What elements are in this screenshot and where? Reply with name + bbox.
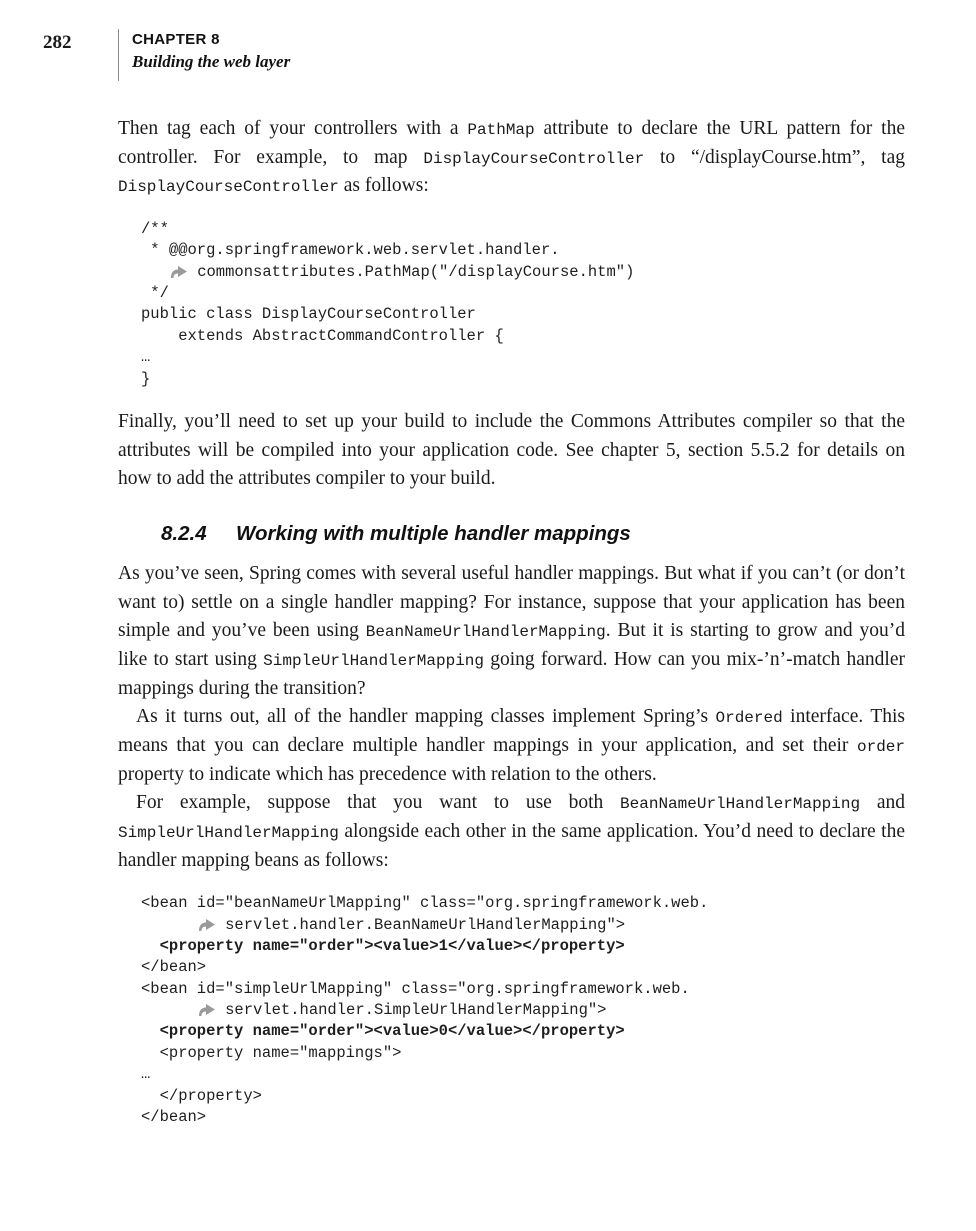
- code-line: </bean>: [141, 1107, 207, 1126]
- code-line: <bean id="simpleUrlMapping" class="org.springframework.web.: [141, 979, 690, 998]
- code-line: * @@org.springframework.web.servlet.handler.: [141, 241, 560, 260]
- text-segment: As you’ve seen, Spring comes with several useful handler mappings. But what if you can’t (or don’t want to) settle on a single handler mapping? For instance, suppose that your application has been simple and you’ve been using: [118, 562, 905, 642]
- code-line: servlet.handler.SimpleUrlHandlerMapping">: [141, 1000, 905, 1021]
- code-line: </bean>: [141, 958, 207, 977]
- text-segment: and: [860, 792, 906, 814]
- inline-code: PathMap: [467, 121, 535, 139]
- code-line: public class DisplayCourseController: [141, 305, 476, 324]
- code-line: <property name="order"><value>1</value></property>: [141, 936, 625, 955]
- paragraph-pathmap-intro: [118, 115, 905, 201]
- page-number: 282: [43, 32, 72, 53]
- text-segment: For example, suppose that you want to use both: [136, 792, 621, 814]
- text-segment: Then tag each of your controllers with a: [118, 118, 468, 139]
- code-line: extends AbstractCommandController {: [141, 326, 504, 345]
- code-line: servlet.handler.BeanNameUrlHandlerMapping">: [141, 915, 905, 936]
- running-header: [0, 0, 976, 81]
- inline-code: DisplayCourseController: [118, 178, 339, 197]
- chapter-label: CHAPTER 8: [132, 31, 220, 48]
- inline-code: order: [856, 737, 905, 756]
- code-line: …: [141, 1065, 151, 1084]
- paragraph-attributes-compiler: [118, 408, 905, 494]
- code-line: }: [141, 369, 151, 388]
- inline-code: SimpleUrlHandlerMapping: [263, 651, 484, 670]
- code-listing-handler-mapping-beans: [141, 893, 905, 1128]
- code-line: <property name="mappings">: [141, 1043, 402, 1062]
- text-segment: attribute to declare the URL pattern for the controller. For example, to map: [118, 118, 905, 168]
- page-content: [118, 115, 905, 1128]
- inline-code: DisplayCourseController: [423, 149, 645, 168]
- code-line: <bean id="beanNameUrlMapping" class="org.springframework.web.: [141, 894, 709, 913]
- section-heading: [161, 522, 905, 546]
- inline-code: BeanNameUrlHandlerMapping: [620, 795, 861, 814]
- text-segment: alongside each other in the same application. You’d need to declare the handler mapping beans as follows:: [118, 820, 905, 871]
- chapter-title: Building the web layer: [132, 52, 291, 71]
- paragraph-multiple-mappings-intro: [118, 560, 905, 703]
- text-segment: As it turns out, all of the handler mapping classes implement Spring’s: [136, 706, 716, 728]
- continuation-arrow-icon: [197, 916, 216, 934]
- text-segment: Finally, you’ll need to set up your build to include the Commons Attributes compiler so that the attributes will be compiled into your application code. See chapter 5, section 5.5.2 for details on how to add the attributes compiler to your build.: [118, 410, 905, 490]
- inline-code: BeanNameUrlHandlerMapping: [365, 623, 606, 642]
- continuation-arrow-icon: [197, 1001, 216, 1019]
- chapter-header-block: [118, 29, 290, 81]
- code-line: */: [141, 284, 169, 303]
- text-segment: as follows:: [338, 175, 429, 197]
- continuation-arrow-icon: [169, 263, 188, 281]
- section-number: 8.2.4: [161, 521, 207, 545]
- inline-code: SimpleUrlHandlerMapping: [118, 823, 339, 842]
- text-segment: . But it is starting to grow and you’d like to start using: [118, 620, 905, 670]
- code-listing-pathmap-attribute: [141, 219, 905, 390]
- paragraph-both-mappings-example: [118, 789, 905, 875]
- text-segment: interface. This means that you can declare multiple handler mappings in your application, and set their: [118, 706, 905, 756]
- text-segment: property to indicate which has precedence with relation to the others.: [118, 763, 657, 785]
- code-line: /**: [141, 219, 169, 238]
- paragraph-ordered-interface: [118, 703, 905, 789]
- code-line: …: [141, 348, 151, 367]
- text-segment: going forward. How can you mix-’n’-match handler mappings during the transition?: [118, 648, 905, 699]
- section-title: Working with multiple handler mappings: [236, 521, 631, 545]
- code-line: <property name="order"><value>0</value></property>: [141, 1022, 625, 1041]
- inline-code: Ordered: [715, 709, 783, 728]
- text-segment: to “/displayCourse.htm”, tag: [644, 146, 905, 168]
- code-line: </property>: [141, 1086, 262, 1105]
- code-line: commonsattributes.PathMap("/displayCourse.htm"): [141, 262, 905, 283]
